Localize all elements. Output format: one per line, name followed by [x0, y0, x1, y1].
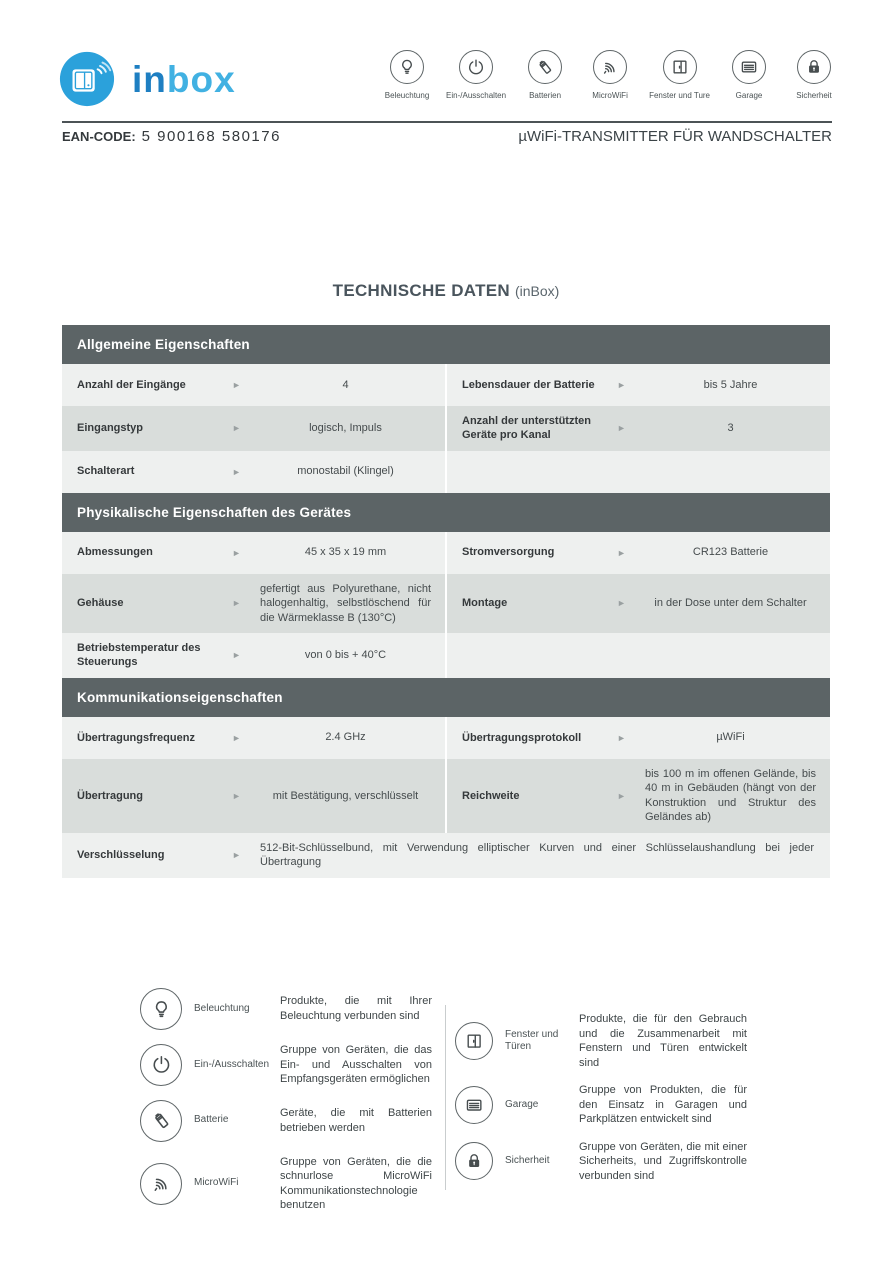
- spec-cell: [62, 833, 830, 878]
- table-row: [62, 364, 830, 406]
- category-bulb: [381, 50, 433, 100]
- lock-icon: [455, 1142, 493, 1180]
- spec-cell: [62, 717, 445, 759]
- arrow-icon: ►: [617, 423, 626, 434]
- legend-item-lock: [455, 1140, 747, 1184]
- arrow-icon: ►: [617, 547, 626, 558]
- legend-item-window: [455, 1012, 747, 1070]
- spec-cell-empty: [447, 633, 830, 678]
- arrow-icon: ►: [232, 790, 241, 801]
- spec-value: CR123 Batterie: [692, 546, 769, 559]
- technical-data-table: [62, 325, 830, 878]
- category-lock: [788, 50, 840, 100]
- spec-value: logisch, Impuls: [309, 422, 382, 435]
- category-label: MicroWiFi: [592, 91, 628, 100]
- window-icon: [663, 50, 697, 84]
- section-header-2: Physikalische Eigenschaften des Gerätes: [62, 493, 830, 532]
- table-row: [62, 532, 830, 574]
- category-label: Sicherheit: [796, 91, 832, 100]
- arrow-icon: ►: [232, 547, 241, 558]
- legend-description: Geräte, die mit Batterien betrieben werden: [280, 1107, 432, 1134]
- arrow-icon: ►: [232, 380, 241, 390]
- spec-label: Gehäuse: [77, 597, 124, 610]
- legend-divider: [445, 1005, 446, 1190]
- spec-cell: [62, 574, 445, 634]
- spec-cell: [62, 759, 445, 833]
- legend-label: MicroWiFi: [194, 1177, 239, 1189]
- page-title-suffix: (inBox): [514, 283, 560, 299]
- table-row: [62, 574, 830, 634]
- arrow-icon: ►: [232, 423, 241, 434]
- legend-description: Gruppe von Geräten, die mit einer Sicherheits, und Zugriffskontrolle verbunden sind: [579, 1140, 747, 1182]
- section-header-1: Allgemeine Eigenschaften: [62, 325, 830, 364]
- spec-label: Übertragung: [77, 789, 143, 802]
- legend-label: Beleuchtung: [194, 1002, 250, 1014]
- spec-cell: [447, 574, 830, 634]
- lock-icon: [797, 50, 831, 84]
- legend-description: Gruppe von Geräten, die die schnurlose MicroWiFi Kommunikationstechnologie benutzen: [280, 1155, 432, 1212]
- table-row: [62, 451, 830, 493]
- window-icon: [455, 1022, 493, 1060]
- category-icon-bar: [381, 50, 840, 100]
- spec-value: gefertigt aus Polyurethane, nicht halogenhaltig, selbstlöschend für die Wärmeklasse B (130°C): [260, 582, 431, 624]
- inbox-logo-icon: [58, 50, 116, 108]
- section-header-3: Kommunikationseigenschaften: [62, 678, 830, 717]
- legend-description: Produkte, die für den Gebrauch und die Zusammenarbeit mit Fenstern und Türen entwickelt sind: [579, 1013, 747, 1069]
- spec-value: 45 x 35 x 19 mm: [304, 546, 387, 559]
- arrow-icon: ►: [232, 732, 241, 743]
- spec-label: Anzahl der unterstützten Geräte pro Kanal: [462, 415, 591, 442]
- legend-item-bulb: [140, 988, 432, 1030]
- spec-label: Übertragungsfrequenz: [77, 731, 195, 744]
- legend-item-garage: [455, 1083, 747, 1127]
- spec-cell: [62, 633, 445, 678]
- legend-label: Fenster und Türen: [505, 1028, 559, 1053]
- spec-label: Betriebstemperatur des Steuerungs: [77, 642, 201, 669]
- legend-label: Sicherheit: [505, 1155, 550, 1167]
- spec-label: Stromversorgung: [462, 546, 555, 559]
- spec-value: 4: [342, 378, 349, 391]
- arrow-icon: ►: [617, 598, 626, 609]
- ean-code: [62, 128, 281, 145]
- arrow-icon: ►: [617, 790, 626, 801]
- category-garage: [723, 50, 775, 100]
- ean-value: 5 900168 580176: [141, 128, 281, 145]
- power-icon: [459, 50, 493, 84]
- legend-description: Produkte, die mit Ihrer Beleuchtung verbunden sind: [280, 995, 432, 1022]
- table-row: [62, 759, 830, 833]
- legend-label: Ein-/Ausschalten: [194, 1058, 270, 1070]
- legend-description: Gruppe von Geräten, die das Ein- und Ausschalten von Empfangsgeräten ermöglichen: [280, 1044, 432, 1086]
- spec-label: Verschlüsselung: [77, 849, 165, 862]
- product-subtitle: µWiFi-TRANSMITTER FÜR WANDSCHALTER: [518, 128, 832, 145]
- arrow-icon: ►: [232, 850, 241, 861]
- header-divider: [62, 121, 832, 123]
- spec-cell: [447, 717, 830, 759]
- category-battery: [519, 50, 571, 100]
- spec-label: Montage: [462, 597, 508, 610]
- legend-item-battery: [140, 1100, 432, 1142]
- legend-item-power: [140, 1043, 432, 1087]
- arrow-icon: ►: [617, 380, 626, 390]
- spec-value: bis 100 m im offenen Gelände, bis 40 m in Gebäuden (hängt von der Konstruktion und Struktur des Geländes ab): [645, 767, 816, 824]
- ean-label: EAN-CODE:: [62, 129, 136, 144]
- arrow-icon: ►: [232, 466, 241, 477]
- category-microwifi: [584, 50, 636, 100]
- legend-label: Batterie: [194, 1114, 229, 1126]
- spec-cell: [447, 759, 830, 833]
- arrow-icon: ►: [617, 732, 626, 743]
- legend-column-left: [140, 988, 432, 1226]
- category-power: [446, 50, 506, 100]
- category-window: [649, 50, 710, 100]
- power-icon: [140, 1044, 182, 1086]
- brand-name-box: box: [166, 58, 236, 100]
- spec-value: bis 5 Jahre: [703, 378, 758, 391]
- battery-icon: [140, 1100, 182, 1142]
- spec-value: monostabil (Klingel): [297, 465, 394, 478]
- spec-label: Reichweite: [462, 789, 520, 802]
- category-label: Batterien: [529, 91, 562, 100]
- spec-label: Lebensdauer der Batterie: [462, 378, 595, 391]
- garage-icon: [455, 1086, 493, 1124]
- spec-label: Abmessungen: [77, 546, 153, 559]
- table-row: [62, 833, 830, 878]
- spec-value: 2.4 GHz: [325, 731, 366, 744]
- spec-value: 512-Bit-Schlüsselbund, mit Verwendung elliptischer Kurven und einer Schlüsselaushandlung bei jeder Übertragung: [260, 841, 814, 869]
- microwifi-icon: [140, 1163, 182, 1205]
- spec-cell-empty: [447, 451, 830, 493]
- spec-value: 3: [727, 422, 734, 435]
- brand-name-in: in: [132, 58, 167, 100]
- microwifi-icon: [593, 50, 627, 84]
- spec-cell: [62, 364, 445, 406]
- spec-cell: [62, 451, 445, 493]
- category-label: Garage: [735, 91, 763, 100]
- table-row: [62, 406, 830, 451]
- arrow-icon: ►: [232, 598, 241, 609]
- spec-cell: [447, 364, 830, 406]
- spec-label: Schalterart: [77, 465, 135, 478]
- category-label: Fenster und Ture: [649, 91, 710, 100]
- spec-label: Anzahl der Eingänge: [77, 378, 186, 391]
- spec-cell: [447, 406, 830, 451]
- spec-value: µWiFi: [716, 731, 745, 744]
- category-label: Ein-/Ausschalten: [446, 91, 507, 100]
- bulb-icon: [390, 50, 424, 84]
- table-row: [62, 717, 830, 759]
- spec-cell: [447, 532, 830, 574]
- spec-label: Übertragungsprotokoll: [462, 731, 582, 744]
- legend-label: Garage: [505, 1098, 539, 1110]
- spec-value: mit Bestätigung, verschlüsselt: [272, 789, 419, 802]
- brand-name: [132, 58, 236, 100]
- spec-value: von 0 bis + 40°C: [304, 649, 387, 662]
- spec-cell: [62, 532, 445, 574]
- legend-description: Gruppe von Produkten, die für den Einsatz in Garagen und Parkplätzen entwickelt sind: [579, 1084, 747, 1126]
- category-label: Beleuchtung: [384, 91, 430, 100]
- legend-column-right: [455, 1012, 747, 1196]
- spec-label: Eingangstyp: [77, 422, 144, 435]
- page-title: [0, 281, 892, 301]
- table-row: [62, 633, 830, 678]
- battery-icon: [528, 50, 562, 84]
- garage-icon: [732, 50, 766, 84]
- legend-item-microwifi: [140, 1155, 432, 1213]
- arrow-icon: ►: [232, 650, 241, 661]
- bulb-icon: [140, 988, 182, 1030]
- spec-cell: [62, 406, 445, 451]
- brand-logo: [58, 50, 236, 108]
- page-title-main: TECHNISCHE DATEN: [332, 281, 510, 300]
- spec-value: in der Dose unter dem Schalter: [654, 597, 807, 610]
